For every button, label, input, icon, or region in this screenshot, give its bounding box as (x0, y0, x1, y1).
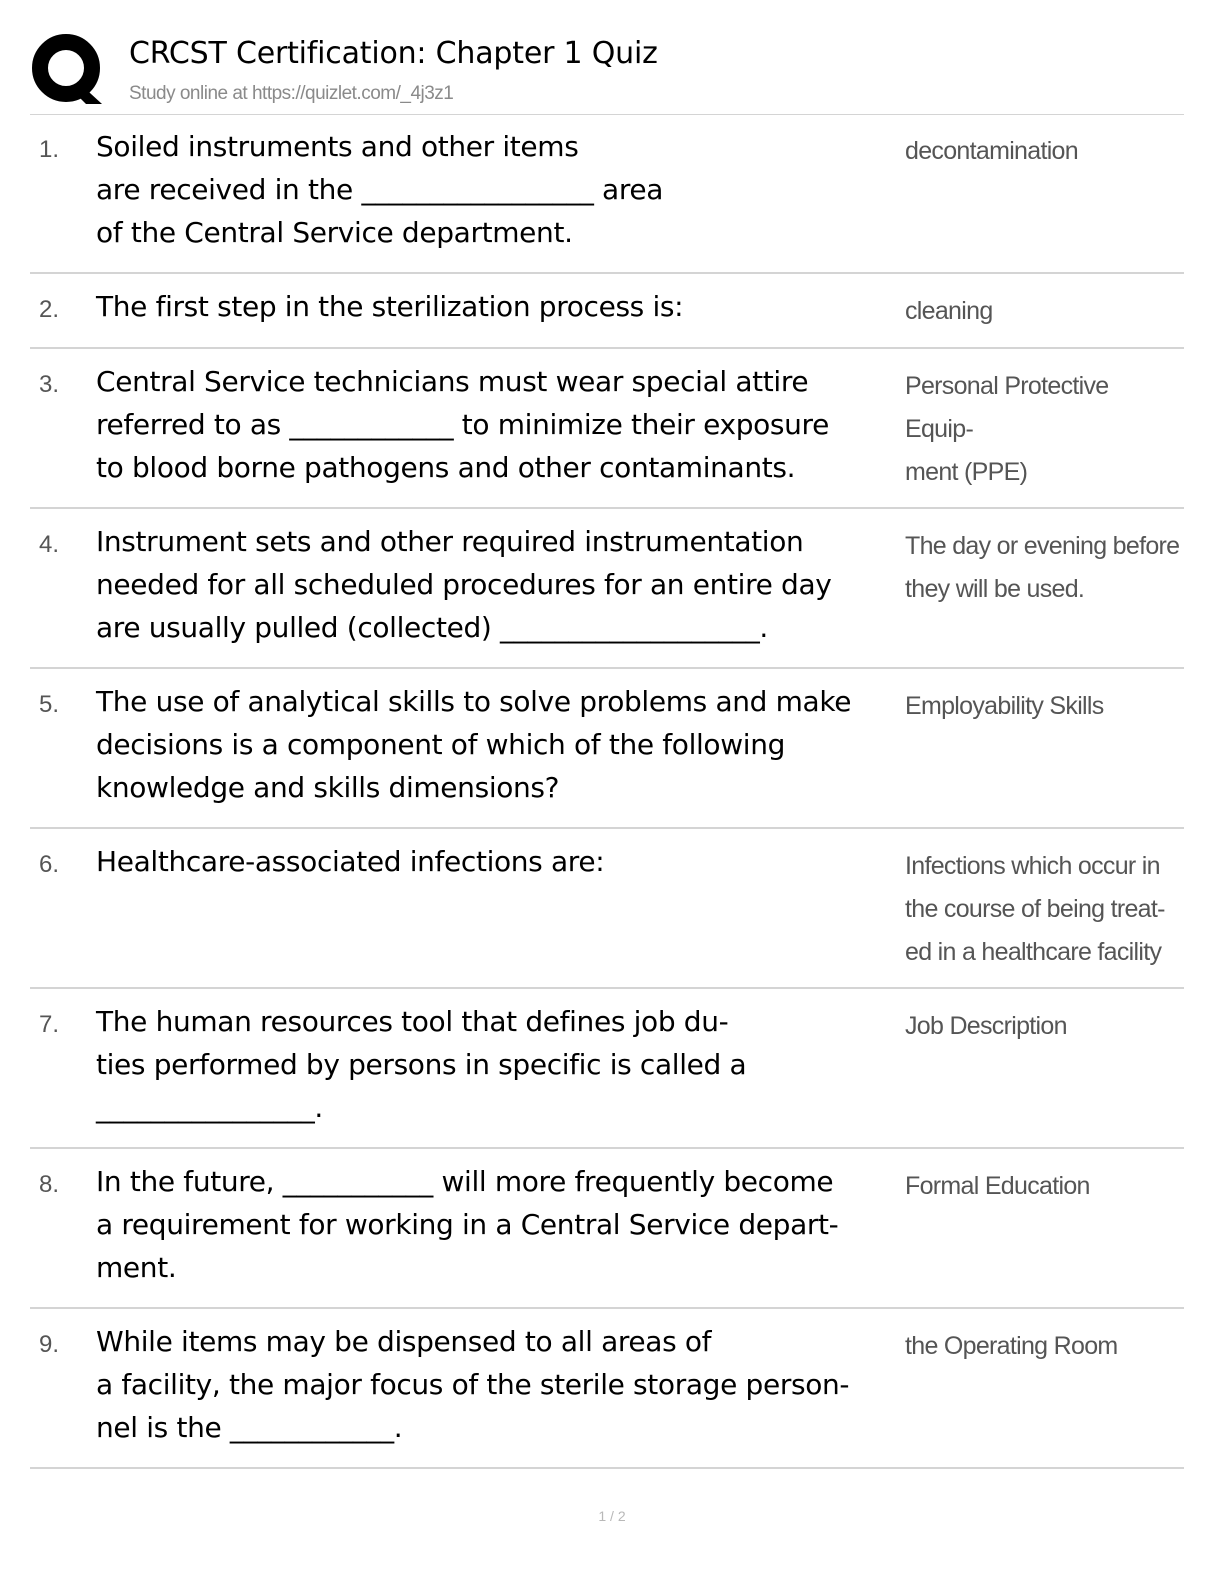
question-text: The use of analytical skills to solve problems and make decisions is a component of which of the following knowledge and skills dimensions? (96, 685, 852, 804)
answer-text: Employability Skills (905, 692, 1104, 720)
quiz-item-8 (30, 1149, 1184, 1309)
page-title: CRCST Certification: Chapter 1 Quiz (129, 36, 658, 71)
answer-text: Job Description (905, 1012, 1067, 1040)
quiz-item-1 (30, 114, 1184, 274)
item-number: 8. (39, 1171, 60, 1198)
answer-text: the Operating Room (905, 1332, 1118, 1360)
item-number: 9. (39, 1331, 60, 1358)
question-text: Instrument sets and other required instrumentation needed for all scheduled procedures for an entire day are usually pulled (collected) ___________________. (96, 525, 832, 644)
quizlet-q-icon (30, 30, 108, 108)
quiz-item-5 (30, 669, 1184, 829)
page-number: 1 / 2 (598, 1508, 626, 1524)
question-text: While items may be dispensed to all areas of a facility, the major focus of the sterile storage person- nel is the ____________. (96, 1325, 850, 1444)
quiz-item-6 (30, 829, 1184, 989)
answer-text: Formal Education (905, 1172, 1090, 1200)
answer-text: Infections which occur in the course of being treat- ed in a healthcare facility (905, 852, 1165, 966)
item-number: 4. (39, 531, 60, 558)
question-text: In the future, ___________ will more frequently become a requirement for working in a Central Service depart- ment. (96, 1165, 839, 1284)
question-text: Healthcare-associated infections are: (96, 845, 605, 878)
quiz-item-9 (30, 1309, 1184, 1469)
quiz-item-4 (30, 509, 1184, 669)
question-text: The human resources tool that defines job du- ties performed by persons in specific is called a ________________. (96, 1005, 747, 1124)
quiz-item-2 (30, 274, 1184, 349)
answer-text: The day or evening before they will be used. (905, 532, 1180, 603)
answer-text: decontamination (905, 137, 1078, 165)
question-text: Central Service technicians must wear special attire referred to as ____________ to minimize their exposure to blood borne pathogens and other contaminants. (96, 365, 829, 484)
quiz-item-3 (30, 349, 1184, 509)
quiz-item-7 (30, 989, 1184, 1149)
page-header (30, 30, 1184, 115)
item-number: 5. (39, 691, 60, 718)
item-number: 3. (39, 371, 60, 398)
answer-text: Personal Protective Equip- ment (PPE) (905, 372, 1109, 486)
quiz-list (30, 114, 1184, 1469)
item-number: 2. (39, 296, 60, 323)
item-number: 6. (39, 851, 60, 878)
question-text: Soiled instruments and other items are received in the _________________ area of the Central Service department. (96, 130, 664, 249)
study-online-link[interactable]: Study online at https://quizlet.com/_4j3z1 (129, 83, 454, 104)
answer-text: cleaning (905, 297, 993, 325)
question-text: The first step in the sterilization process is: (96, 290, 684, 323)
item-number: 7. (39, 1011, 60, 1038)
item-number: 1. (39, 136, 60, 163)
